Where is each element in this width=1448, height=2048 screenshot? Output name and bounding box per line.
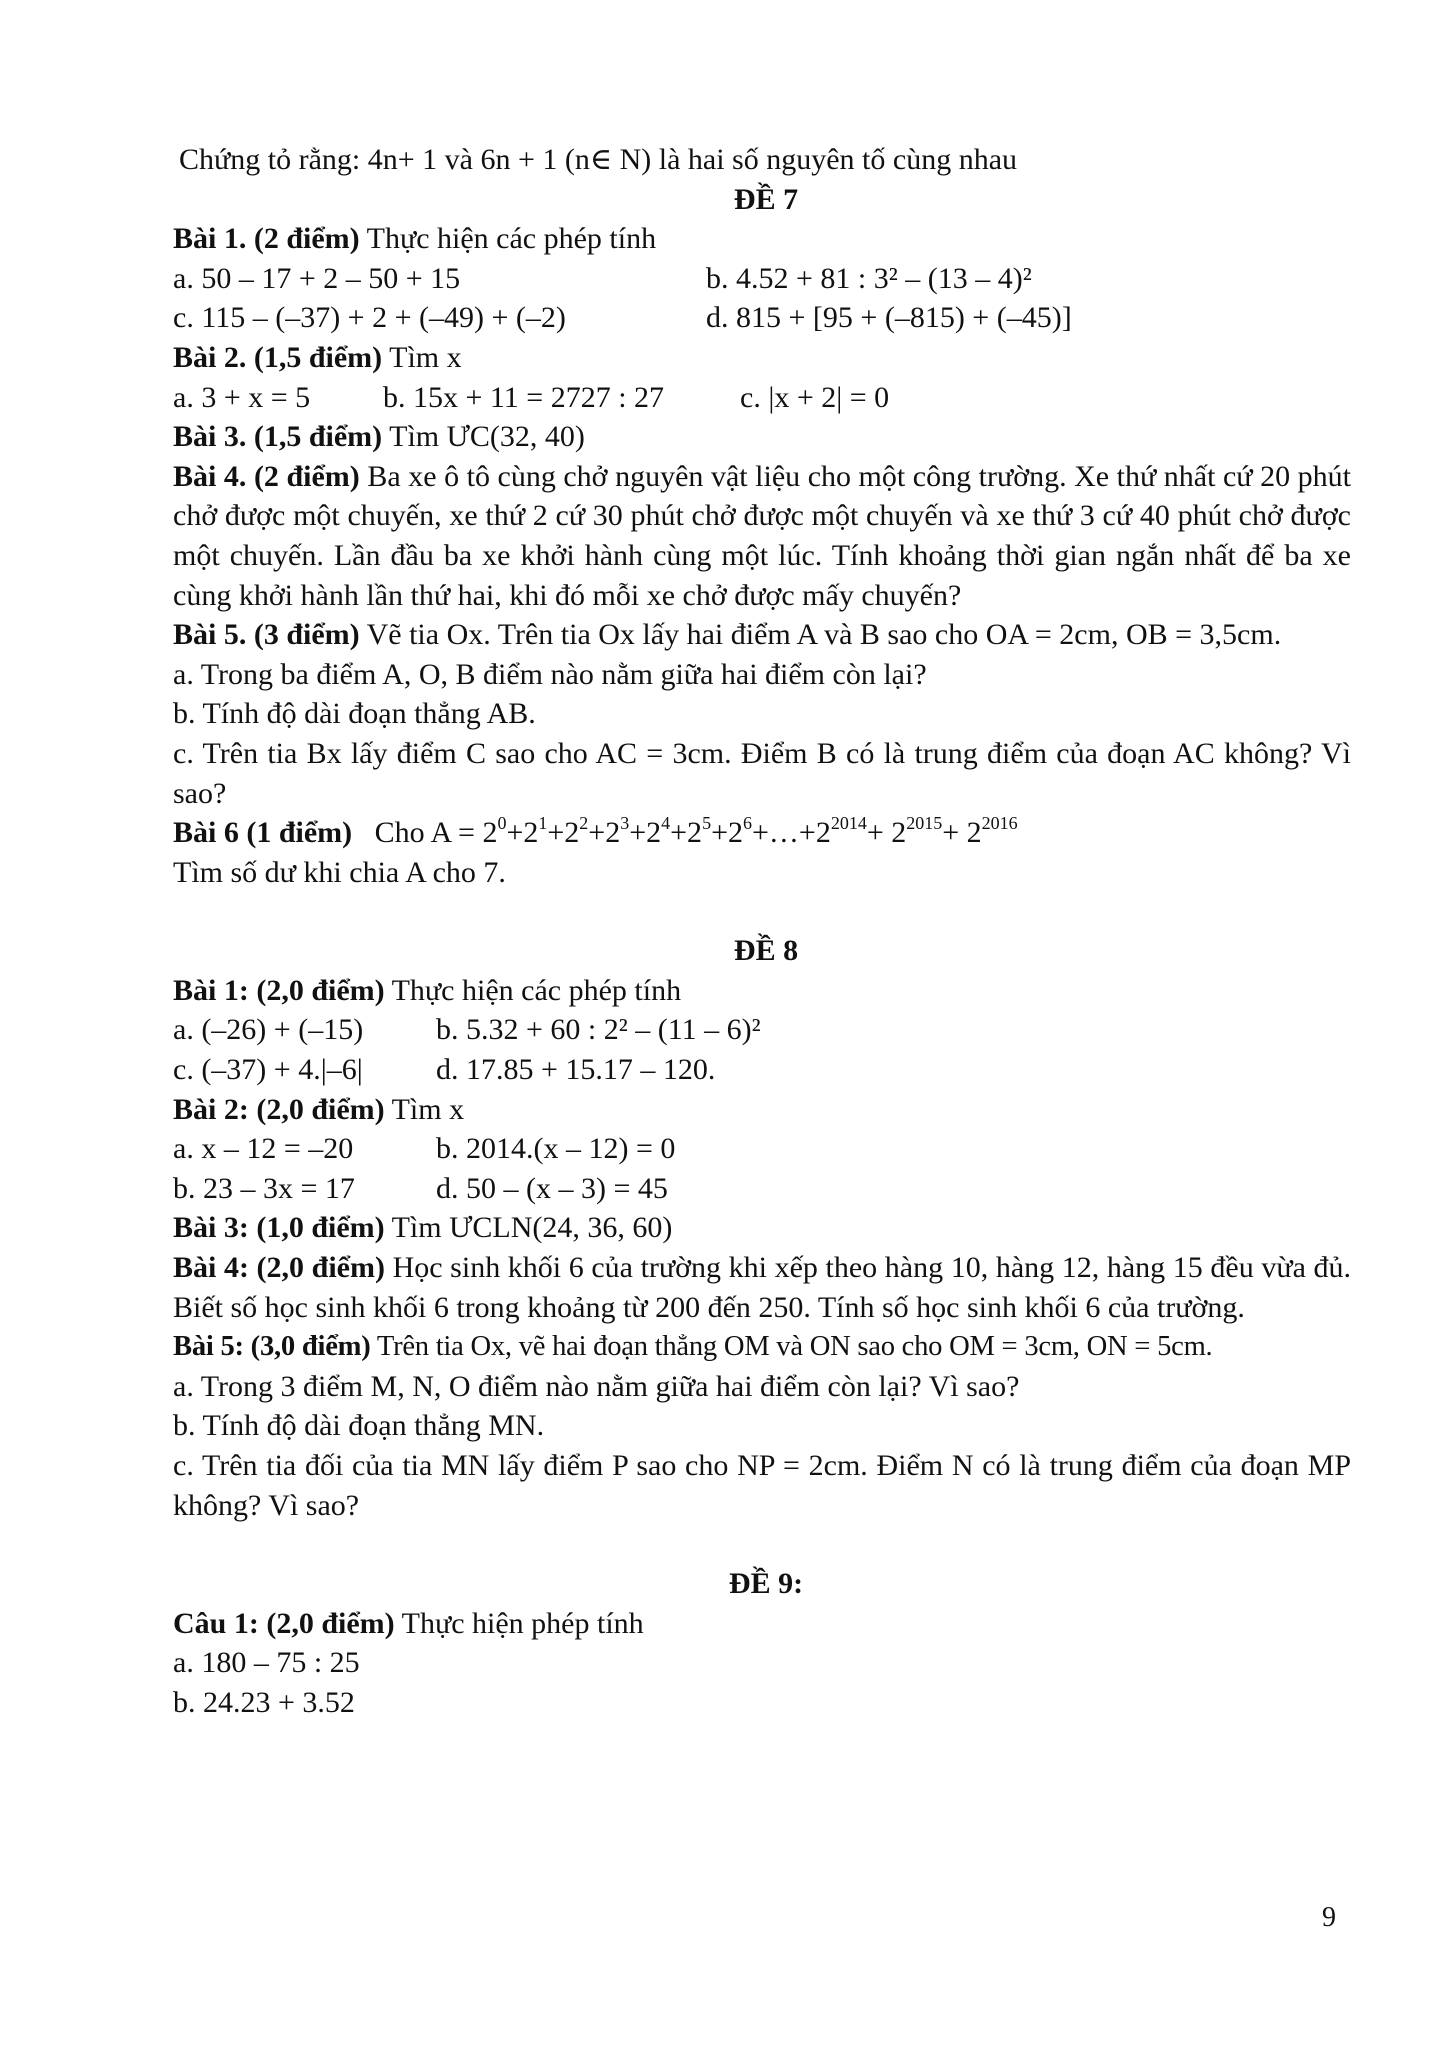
de9-cau1-label: Câu 1: (2,0 điểm) <box>173 1606 395 1640</box>
de7-bai1-b: b. 4.52 + 81 : 3² – (13 – 4)² <box>706 261 1032 295</box>
de8-bai2-label: Bài 2: (2,0 điểm) <box>173 1092 385 1126</box>
intro-statement: Chứng tỏ rằng: 4n+ 1 và 6n + 1 (n∈ N) là hai số nguyên tố cùng nhau <box>179 143 1018 176</box>
de8-bai4-text: Học sinh khối 6 của trường khi xếp theo hàng 10, hàng 12, hàng 15 đều vừa đủ. Biết số học sinh khối 6 trong khoảng từ 200 đến 250. Tính số học sinh khối 6 của trường. <box>173 1251 1352 1324</box>
de7-bai1-text: Thực hiện các phép tính <box>359 222 657 256</box>
de8-bai3-text: Tìm ƯCLN(24, 36, 60) <box>384 1211 673 1245</box>
de8-bai1-c: c. (–37) + 4.|–6| <box>173 1053 363 1087</box>
de7-bai1-a: a. 50 – 17 + 2 – 50 + 15 <box>173 261 461 295</box>
de7-bai6-exp6: 6 <box>742 813 752 834</box>
de7-bai1-row2 <box>173 298 1351 338</box>
de8-bai1-d: d. 17.85 + 15.17 – 120. <box>436 1053 716 1087</box>
de7-bai6-exp0: 0 <box>497 813 507 834</box>
de7-bai3-text: Tìm ƯC(32, 40) <box>382 420 585 454</box>
de7-bai6-line2: Tìm số dư khi chia A cho 7. <box>173 855 506 889</box>
de7-bai6-exp2014: 2014 <box>830 813 867 834</box>
de7-bai6: Bài 6 (1 điểm) Cho $A = 2^0+2^1+2^2+2^3+2^4+2^5+2^6+\dots+2^{2014}+ 2^{2015}+ 2^{2016}$ <box>173 813 1018 850</box>
de8-bai5-a: a. Trong 3 điểm M, N, O điểm nào nằm giữa hai điểm còn lại? Vì sao? <box>173 1369 1020 1403</box>
section-title-de8: ĐỀ 8 <box>733 934 799 968</box>
de7-bai6-exp2015: 2015 <box>906 813 943 834</box>
de8-bai5-c: c. Trên tia đối của tia MN lấy điểm P sao cho NP = 2cm. Điểm N có là trung điểm của đoạn MP không? Vì sao? <box>173 1449 1351 1522</box>
de8-bai2-row2 <box>173 1169 1351 1209</box>
de7-bai6-exp1: 1 <box>538 813 548 834</box>
de7-bai6-exp2016: 2016 <box>981 813 1018 834</box>
de7-bai5-text: Vẽ tia Ox. Trên tia Ox lấy hai điểm A và B sao cho OA = 2cm, OB = 3,5cm. <box>359 618 1282 652</box>
document-page <box>173 140 1351 1723</box>
de7-bai1-label: Bài 1. (2 điểm) <box>173 222 360 256</box>
de9-cau1-b: b. 24.23 + 3.52 <box>173 1685 355 1719</box>
de7-bai1-row1 <box>173 259 1351 299</box>
de8-bai2-a: a. x – 12 = –20 <box>173 1132 354 1166</box>
de7-bai2-b: b. 15x + 11 = 2727 : 27 <box>383 380 665 414</box>
de7-bai5-c: c. Trên tia Bx lấy điểm C sao cho AC = 3cm. Điểm B có là trung điểm của đoạn AC không? Vì sao? <box>173 736 1351 810</box>
de7-bai1-heading <box>173 219 1351 259</box>
de7-bai6-label: Bài 6 (1 điểm) <box>173 816 353 850</box>
de7-bai5-label: Bài 5. (3 điểm) <box>173 618 360 652</box>
section-title-de7: ĐỀ 7 <box>733 182 799 216</box>
de9-cau1-a: a. 180 – 75 : 25 <box>173 1646 360 1680</box>
de7-bai2-text: Tìm x <box>382 340 462 374</box>
de7-bai1-c: c. 115 – (–37) + 2 + (–49) + (–2) <box>173 301 566 335</box>
de7-bai6-dots: +…+ <box>751 816 816 850</box>
de7-bai5-b: b. Tính độ dài đoạn thẳng AB. <box>173 697 536 731</box>
de8-bai5-text: Trên tia Ox, vẽ hai đoạn thẳng OM và ON sao cho OM = 3cm, ON = 5cm. <box>370 1331 1213 1363</box>
de7-bai6-prefix: Cho A = <box>352 816 483 850</box>
de8-bai1-row2 <box>173 1050 1351 1090</box>
de7-bai6-exp3: 3 <box>620 813 630 834</box>
de7-bai5-a: a. Trong ba điểm A, O, B điểm nào nằm giữa hai điểm còn lại? <box>173 657 927 691</box>
de8-bai5-b: b. Tính độ dài đoạn thẳng MN. <box>173 1409 545 1443</box>
de8-bai1-heading <box>173 971 1351 1011</box>
de7-bai2-label: Bài 2. (1,5 điểm) <box>173 340 383 374</box>
de9-cau1-text: Thực hiện phép tính <box>394 1606 644 1640</box>
de8-bai2-heading <box>173 1090 1351 1130</box>
de7-bai5 <box>173 615 1351 655</box>
de7-bai6-exp2: 2 <box>579 813 589 834</box>
de8-bai2-d: d. 50 – (x – 3) = 45 <box>436 1171 668 1205</box>
de8-bai4-label: Bài 4: (2,0 điểm) <box>173 1251 385 1285</box>
de8-bai1-label: Bài 1: (2,0 điểm) <box>173 973 385 1007</box>
de9-cau1-heading <box>173 1604 1351 1644</box>
de7-bai6-exp4: 4 <box>661 813 671 834</box>
de8-bai2-c: b. 23 – 3x = 17 <box>173 1171 355 1205</box>
de7-bai2-heading <box>173 338 1351 378</box>
de8-bai3-label: Bài 3: (1,0 điểm) <box>173 1211 385 1245</box>
de7-bai3-label: Bài 3. (1,5 điểm) <box>173 420 383 454</box>
de8-bai2-text: Tìm x <box>384 1092 465 1126</box>
de8-bai1-a: a. (–26) + (–15) <box>173 1013 364 1047</box>
de8-bai1-text: Thực hiện các phép tính <box>384 973 682 1007</box>
de8-bai2-row1 <box>173 1129 1351 1169</box>
de7-bai4-text: Ba xe ô tô cùng chở nguyên vật liệu cho một công trường. Xe thứ nhất cứ 20 phút chở được một chuyến, xe thứ 2 cứ 30 phút chở được một chuyến và xe thứ 3 cứ 40 phút chở được một chuyến. Lần đầu ba xe khởi hành cùng một lúc. Tính khoảng thời gian ngắn nhất để ba xe cùng khởi hành lần thứ hai, khi đó mỗi xe chở được mấy chuyến? <box>173 459 1351 612</box>
de7-bai2-row <box>173 378 1351 418</box>
de7-bai1-d: d. 815 + [95 + (–815) + (–45)] <box>706 301 1072 335</box>
de8-bai2-b: b. 2014.(x – 12) = 0 <box>436 1132 676 1166</box>
de7-bai4-label: Bài 4. (2 điểm) <box>173 459 360 493</box>
de7-bai6-exp5: 5 <box>702 813 712 834</box>
de7-bai3 <box>173 417 1351 457</box>
section-title-de9: ĐỀ 9: <box>728 1567 804 1601</box>
de7-bai2-c: c. |x + 2| = 0 <box>740 380 890 414</box>
de8-bai1-b: b. 5.32 + 60 : 2² – (11 – 6)² <box>436 1013 761 1047</box>
de8-bai5-label: Bài 5: (3,0 điểm) <box>173 1331 371 1363</box>
de8-bai5 <box>173 1327 1351 1367</box>
de7-bai4 <box>173 457 1351 615</box>
page-number: 9 <box>1322 1902 1336 1933</box>
de8-bai4 <box>173 1248 1351 1327</box>
de8-bai3 <box>173 1208 1351 1248</box>
de8-bai1-row1 <box>173 1010 1351 1050</box>
de7-bai2-a: a. 3 + x = 5 <box>173 380 311 414</box>
